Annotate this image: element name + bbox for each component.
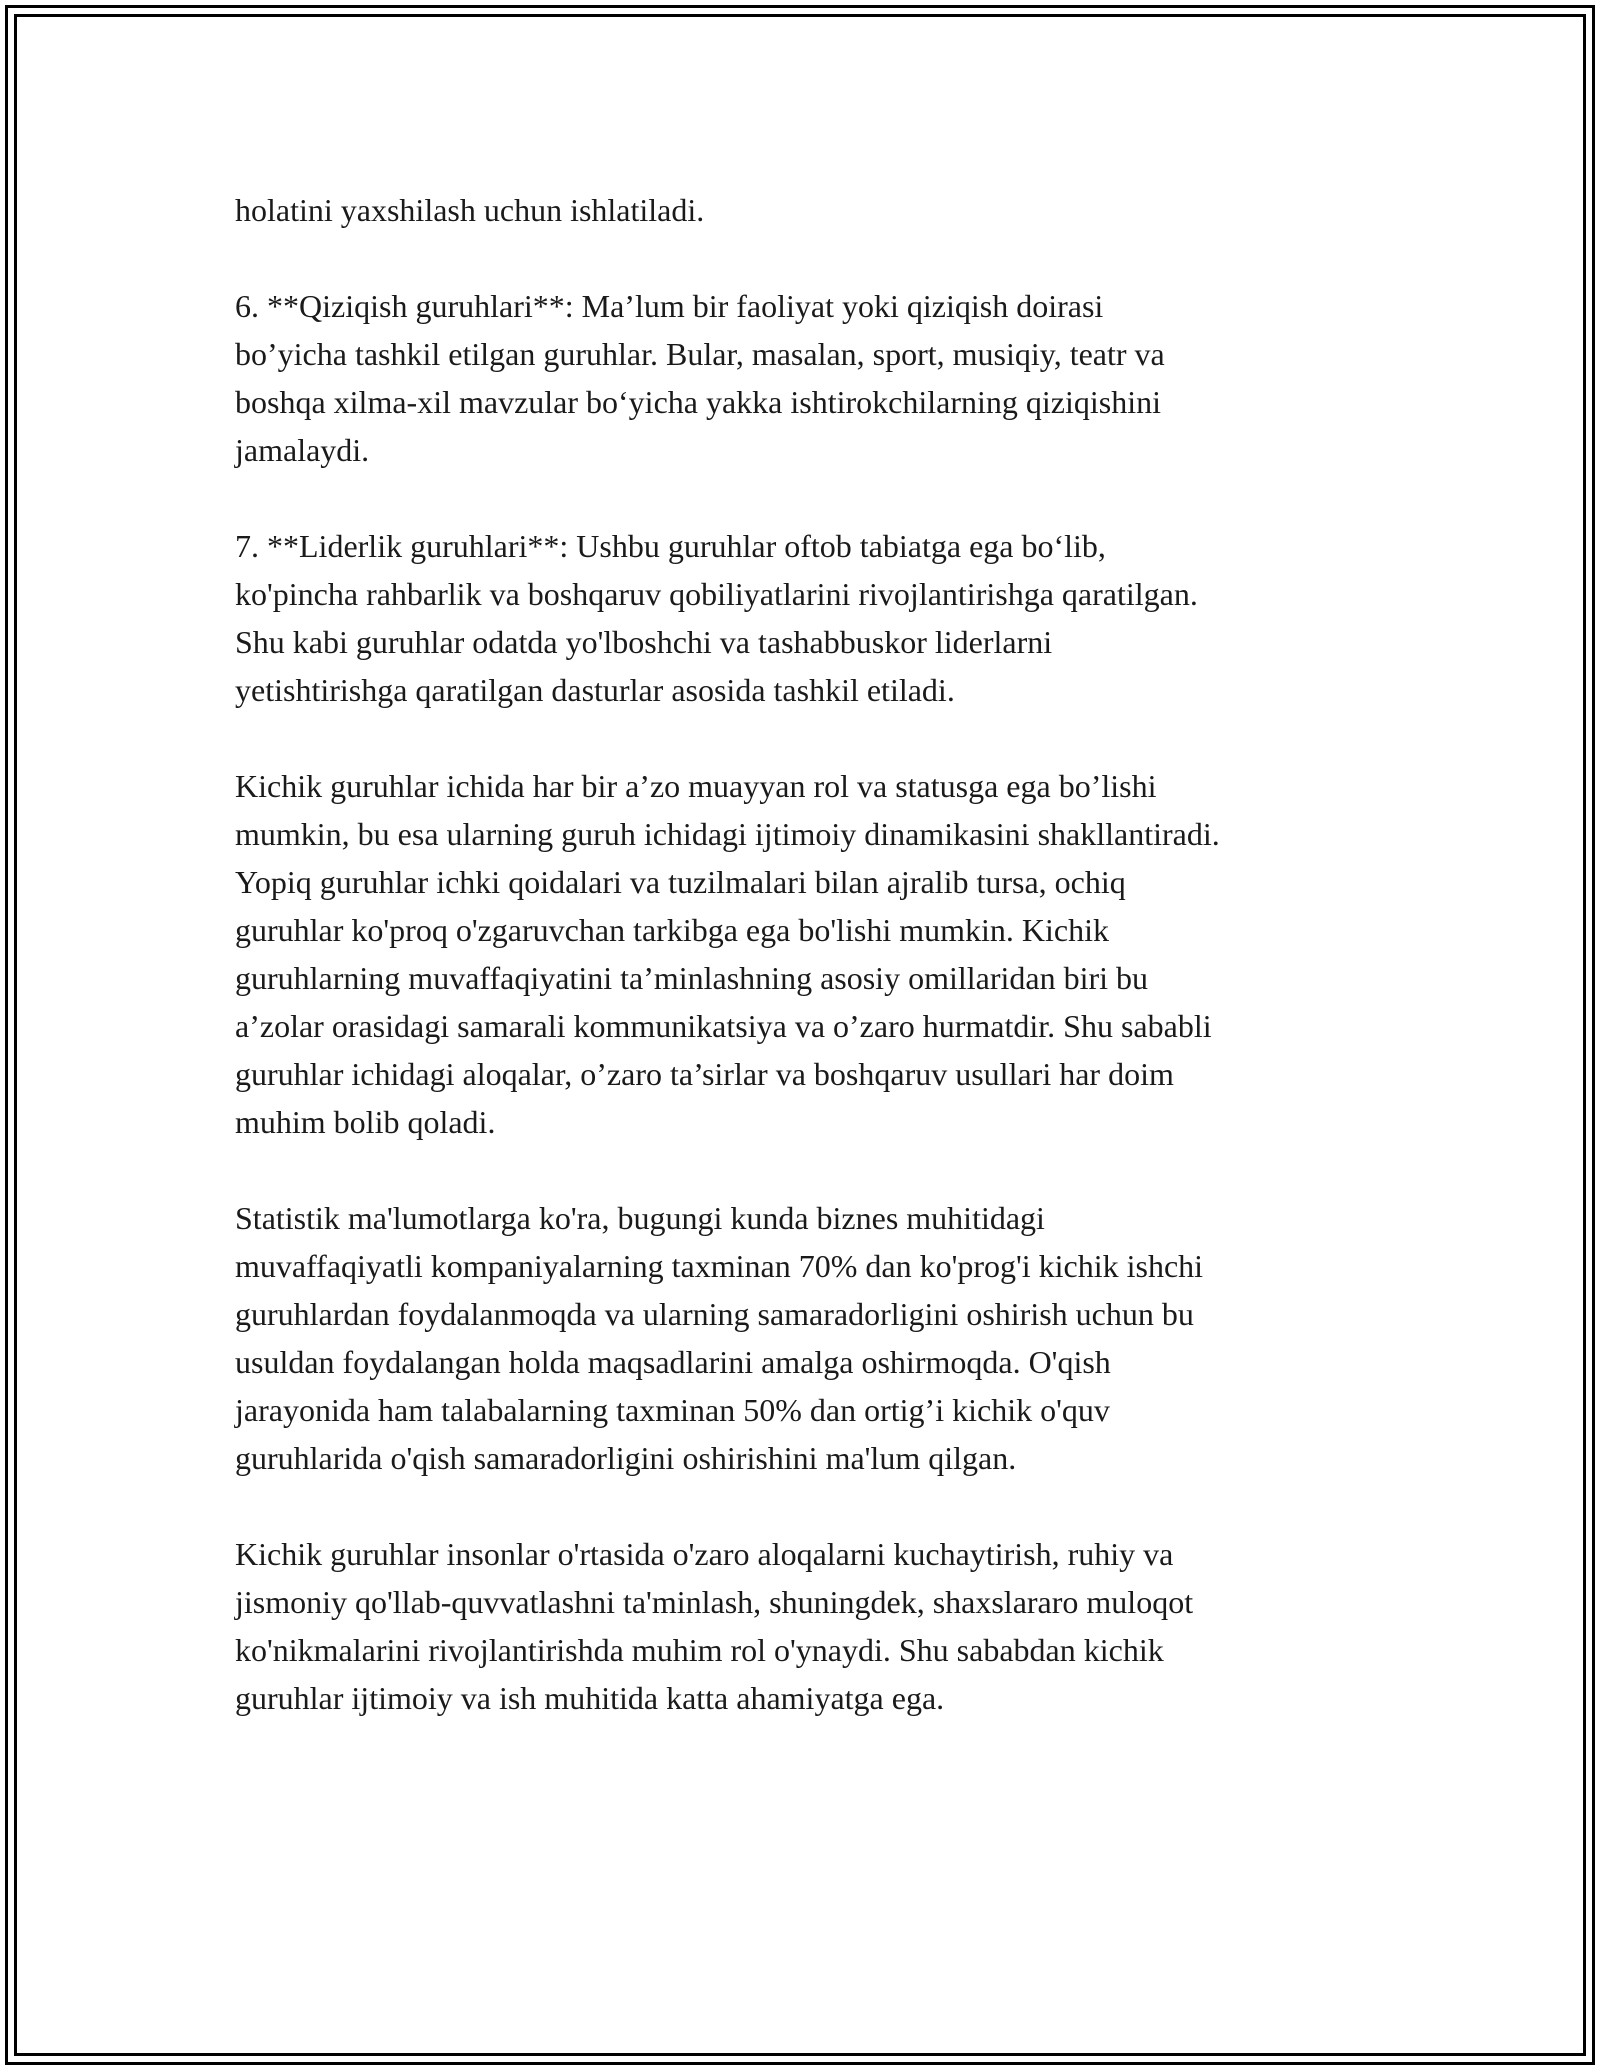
- paragraph-interest-groups: 6. **Qiziqish guruhlari**: Ma’lum bir faoliyat yoki qiziqish doirasi bo’yicha tashkil etilgan guruhlar. Bular, masalan, sport, musiqiy, teatr va boshqa xilma-xil mavzular bo‘yicha yakka ishtirokchilarning qiziqishini jamalaydi.: [235, 288, 1165, 468]
- paragraph-roles-and-status: Kichik guruhlar ichida har bir a’zo muayyan rol va statusga ega bo’lishi mumkin, bu esa ularning guruh ichidagi ijtimoiy dinamikasini shakllantiradi. Yopiq guruhlar ichki qoidalari va tuzilmalari bilan ajralib tursa, ochiq guruhlar ko'proq o'zgaruvchan tarkibga ega bo'lishi mumkin. Kichik guruhlarning muvaffaqiyatini ta’minlashning asosiy omillaridan biri bu a’zolar orasidagi samarali kommunikatsiya va o’zaro hurmatdir. Shu sababli guruhlar ichidagi aloqalar, o’zaro ta’sirlar va boshqaruv usullari har doim muhim bolib qoladi.: [235, 768, 1220, 1140]
- paragraph-leadership-groups: 7. **Liderlik guruhlari**: Ushbu guruhlar oftob tabiatga ega bo‘lib, ko'pincha rahbarlik va boshqaruv qobiliyatlarini rivojlantirishga qaratilgan. Shu kabi guruhlar odatda yo'lboshchi va tashabbuskor liderlarni yetishtirishga qaratilgan dasturlar asosida tashkil etiladi.: [235, 528, 1198, 708]
- document-body: [235, 186, 1385, 1722]
- paragraph-statistics: Statistik ma'lumotlarga ko'ra, bugungi kunda biznes muhitidagi muvaffaqiyatli kompaniyalarning taxminan 70% dan ko'prog'i kichik ishchi guruhlardan foydalanmoqda va ularning samaradorligini oshirish uchun bu usuldan foydalangan holda maqsadlarini amalga oshirmoqda. O'qish jarayonida ham talabalarning taxminan 50% dan ortig’i kichik o'quv guruhlarida o'qish samaradorligini oshirishini ma'lum qilgan.: [235, 1200, 1204, 1476]
- paragraph-conclusion: Kichik guruhlar insonlar o'rtasida o'zaro aloqalarni kuchaytirish, ruhiy va jismoniy qo'llab-quvvatlashni ta'minlash, shuningdek, shaxslararo muloqot ko'nikmalarini rivojlantirishda muhim rol o'ynaydi. Shu sababdan kichik guruhlar ijtimoiy va ish muhitida katta ahamiyatga ega.: [235, 1536, 1194, 1716]
- paragraph-continuation: holatini yaxshilash uchun ishlatiladi.: [235, 192, 705, 228]
